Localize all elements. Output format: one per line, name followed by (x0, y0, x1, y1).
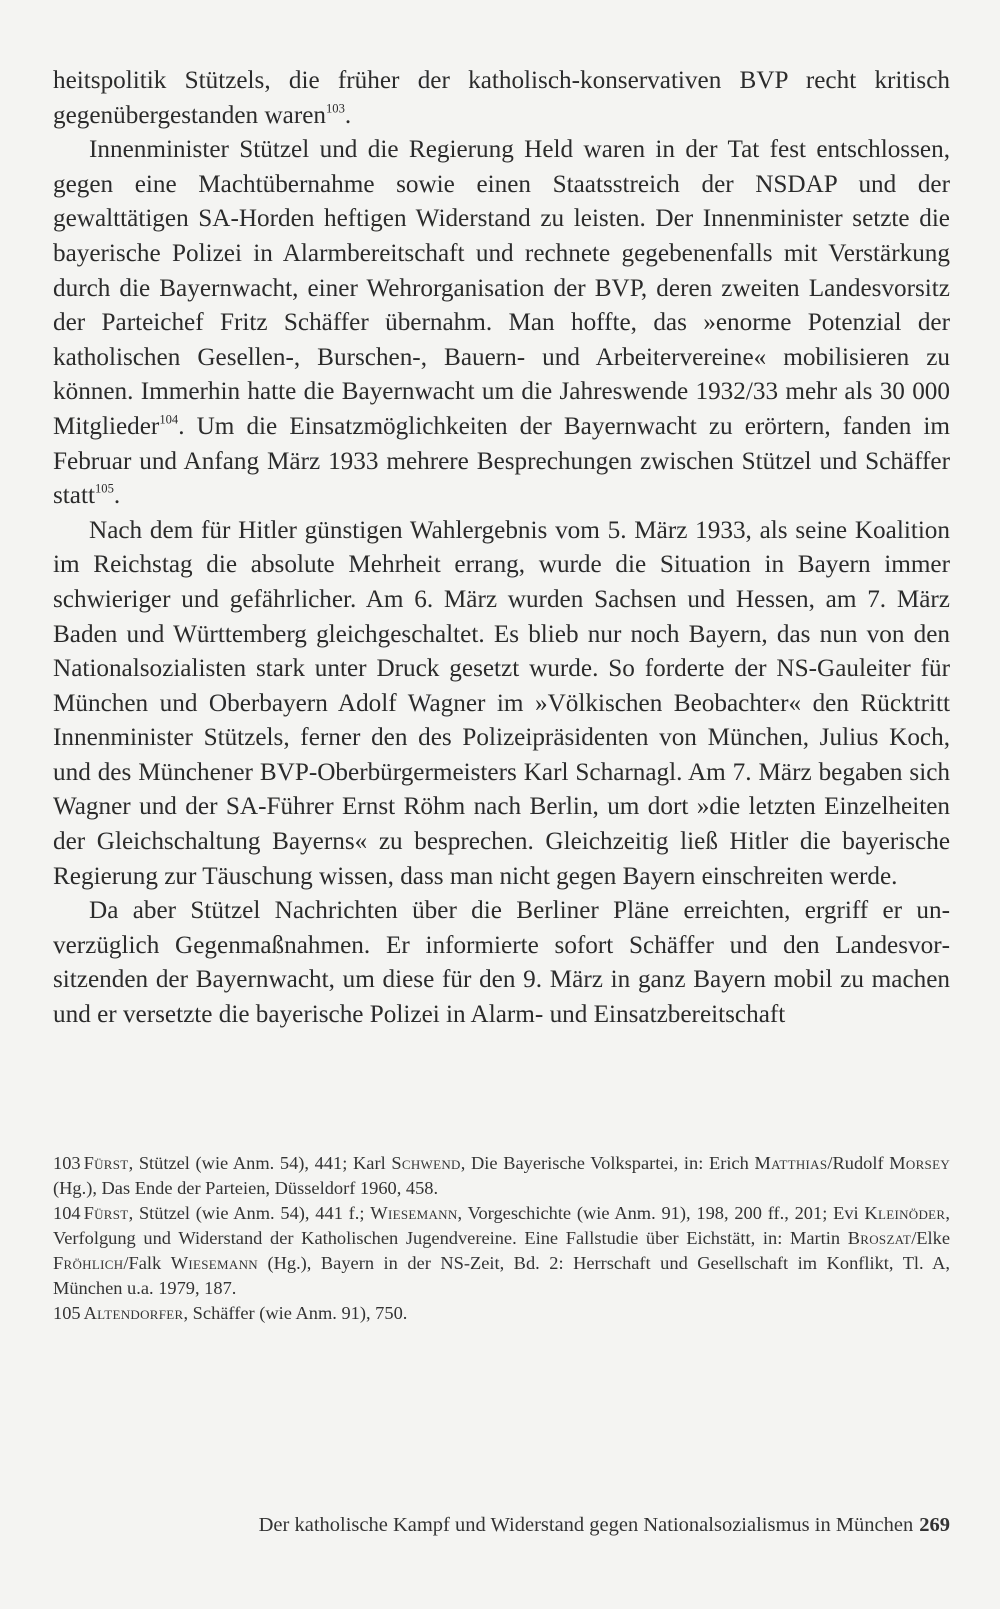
running-title: Der katholische Kampf und Widerstand gegen Nationalsozialismus in München (258, 1514, 914, 1536)
author-name: Matthias (754, 1153, 828, 1173)
text-run: . (344, 101, 352, 129)
page-number: 269 (919, 1514, 950, 1536)
paragraph (53, 133, 950, 514)
text-run: , Die Bayerische Volkspartei, in: Erich (460, 1153, 755, 1173)
text-run: , Vorgeschichte (wie Anm. 91), 198, 200 ff., 201; Evi (457, 1203, 865, 1223)
text-run: , Stützel (wie Anm. 54), 441; Karl (128, 1153, 392, 1173)
footnote-number: 104 (53, 1203, 81, 1223)
text-run: . (113, 482, 121, 510)
footnote-105 (53, 1301, 950, 1326)
author-name: Fröhlich (53, 1253, 124, 1273)
author-name: Kleinöder (864, 1203, 946, 1223)
text-run: (Hg.), Das Ende der Parteien, Düsseldorf 1960, 458. (53, 1178, 439, 1198)
footnote-ref-105[interactable]: 105 (94, 481, 114, 496)
text-run: heitspolitik Stützels, die früher der katholisch-konservativen BVP recht kritisch gegenübergestanden waren (53, 67, 950, 129)
footnote-ref-103[interactable]: 103 (325, 100, 345, 115)
text-run: Da aber Stützel Nachrichten über die Berliner Pläne erreichten, ergriff er unverzüglich Gegenmaßnahmen. Er informierte sofort Schäffer und den Landesvorsitzenden der Bayernwacht, um diese für den 9. März in ganz Bayern mobil zu machen und er versetzte die bayerische Polizei in Alarm- und Einsatzbereitschaft (53, 897, 950, 1029)
text-run: , Verfolgung und Widerstand der Katholischen Jugendvereine. Eine Fallstudie über Eichstätt, in: Martin (53, 1203, 950, 1248)
footnote-103 (53, 1151, 950, 1201)
text-run: /Elke (911, 1228, 950, 1248)
text-run: Nach dem für Hitler günstigen Wahlergebnis vom 5. März 1933, als seine Koalition im Reichstag die absolute Mehrheit errang, wurde die Situation in Bayern immer schwieriger und gefährlicher. Am 6. März wurden Sachsen und Hessen, am 7. März Baden und Württemberg gleichgeschaltet. Es blieb nur noch Bayern, das nun von den Nationalsozialisten stark unter Druck gesetzt wurde. So forderte der NS-Gauleiter für München und Oberbayern Adolf Wagner im »Völkischen Beobachter« den Rücktritt Innenminister Stützels, ferner den des Polizeipräsidenten von München, Julius Koch, und des Münchener BVP-Oberbürgermeisters Karl Scharnagl. Am 7. März begaben sich Wagner und der SA-Führer Ernst Röhm nach Berlin, um dort »die letzten Einzelheiten der Gleichschaltung Bayerns« zu besprechen. Gleichzeitig ließ Hitler die bayerische Regierung zur Täuschung wissen, dass man nicht gegen Bayern einschreiten werde. (53, 516, 950, 890)
author-name: Fürst (83, 1203, 129, 1223)
paragraph (53, 894, 950, 1032)
text-run: , Schäffer (wie Anm. 91), 750. (183, 1303, 408, 1323)
text-run: . Um die Einsatzmöglichkeiten der Bayernwacht zu erörtern, fanden im Februar und Anfang März 1933 mehrere Besprechungen zwischen Stützel und Schäffer statt (53, 412, 950, 510)
author-name: Schwend (391, 1153, 461, 1173)
footnote-number: 105 (53, 1303, 81, 1323)
text-run: /Falk (123, 1253, 171, 1273)
main-text (53, 64, 950, 1033)
running-footer (53, 1512, 950, 1538)
author-name: Altendorfer (83, 1303, 184, 1323)
footnotes (53, 1151, 950, 1326)
author-name: Broszat (847, 1228, 912, 1248)
text-run: /Rudolf (827, 1153, 890, 1173)
author-name: Wiesemann (170, 1253, 258, 1273)
paragraph (53, 514, 950, 895)
footnote-ref-104[interactable]: 104 (159, 412, 179, 427)
author-name: Fürst (83, 1153, 129, 1173)
footnote-104 (53, 1201, 950, 1301)
text-run: (Hg.), Bayern in der NS-Zeit, Bd. 2: Herrschaft und Gesellschaft im Konflikt, Tl. A, München u.a. 1979, 187. (53, 1253, 951, 1298)
paragraph (53, 64, 950, 133)
text-run: Innenminister Stützel und die Regierung Held waren in der Tat fest entschlossen, gegen eine Machtübernahme sowie einen Staatsstreich der NSDAP und der gewalttätigen SA-Horden heftigen Widerstand zu leisten. Der Innenminister setzte die bayerische Polizei in Alarmbereitschaft und rechnete gegebenenfalls mit Verstärkung durch die Bayernwacht, einer Wehrorganisation der BVP, deren zweiten Landesvorsitz der Parteichef Fritz Schäffer übernahm. Man hoffte, das »enorme Potenzial der katholischen Gesellen-, Burschen-, Bauern- und Arbeitervereine« mobilisieren zu können. Immerhin hatte die Bayernwacht um die Jahreswende 1932/33 mehr als 30 000 Mitglieder (53, 136, 950, 440)
author-name: Morsey (889, 1153, 951, 1173)
text-run: , Stützel (wie Anm. 54), 441 f.; (128, 1203, 371, 1223)
footnote-number: 103 (53, 1153, 81, 1173)
author-name: Wiesemann (370, 1203, 458, 1223)
